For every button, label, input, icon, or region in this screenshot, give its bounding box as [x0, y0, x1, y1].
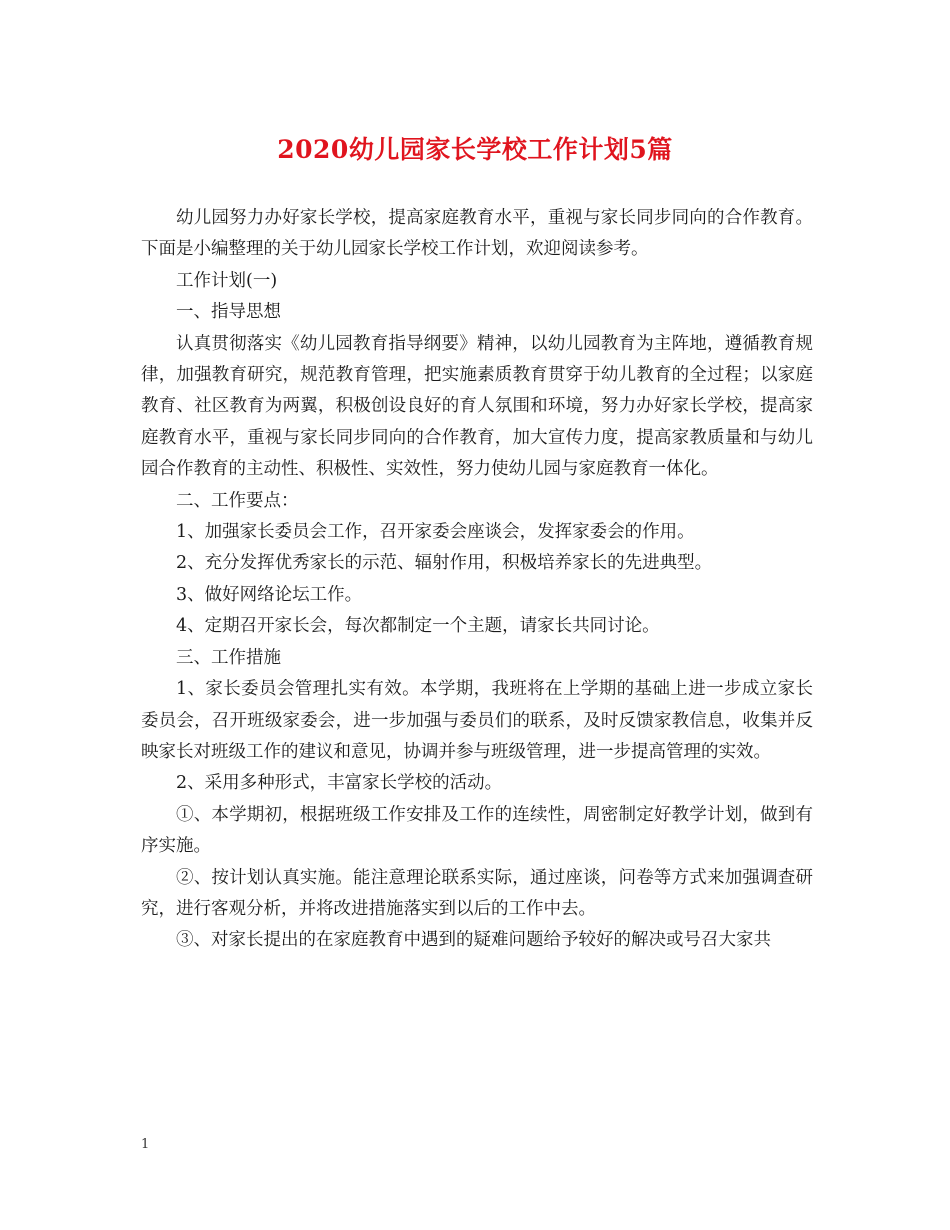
paragraph: 二、工作要点： [176, 490, 299, 511]
paragraph: 3、做好网络论坛工作。 [176, 584, 363, 605]
document-body [141, 203, 813, 957]
paragraph: 2、充分发挥优秀家长的示范、辐射作用，积极培养家长的先进典型。 [176, 553, 713, 574]
paragraph: ③、对家长提出的在家庭教育中遇到的疑难问题给予较好的解决或号召大家共 [176, 930, 771, 951]
paragraph: 1、家长委员会管理扎实有效。本学期，我班将在上学期的基础上进一步成立家长委员会，召开班级家委会，进一步加强与委员们的联系，及时反馈家教信息，收集并反映家长对班级工作的建议和意见，协调并参与班级管理，进一步提高管理的实效。 [141, 679, 813, 762]
paragraph: 1、加强家长委员会工作，召开家委会座谈会，发挥家委会的作用。 [176, 522, 695, 543]
paragraph: 幼儿园努力办好家长学校，提高家庭教育水平，重视与家长同步同向的合作教育。下面是小编整理的关于幼儿园家长学校工作计划，欢迎阅读参考。 [141, 208, 813, 260]
paragraph: 4、定期召开家长会，每次都制定一个主题，请家长共同讨论。 [176, 616, 660, 637]
paragraph: ②、按计划认真实施。能注意理论联系实际，通过座谈，问卷等方式来加强调查研究，进行客观分析，并将改进措施落实到以后的工作中去。 [141, 867, 813, 919]
paragraph: ①、本学期初，根据班级工作安排及工作的连续性，周密制定好教学计划，做到有序实施。 [141, 804, 813, 857]
paragraph: 认真贯彻落实《幼儿园教育指导纲要》精神，以幼儿园教育为主阵地，遵循教育规律，加强教育研究，规范教育管理，把实施素质教育贯穿于幼儿教育的全过程；以家庭教育、社区教育为两翼，积极创设良好的育人氛围和环境，努力办好家长学校，提高家庭教育水平，重视与家长同步同向的合作教育，加大宣传力度，提高家教质量和与幼儿园合作教育的主动性、积极性、实效性，努力使幼儿园与家庭教育一体化。 [141, 333, 813, 480]
paragraph: 一、指导思想 [176, 302, 281, 323]
document-title: 2020幼儿园家长学校工作计划5篇 [277, 135, 673, 164]
paragraph: 三、工作措施 [176, 647, 281, 668]
paragraph: 工作计划(一) [176, 270, 278, 291]
page-number: 1 [141, 1137, 150, 1152]
paragraph: 2、采用多种形式，丰富家长学校的活动。 [176, 773, 503, 794]
